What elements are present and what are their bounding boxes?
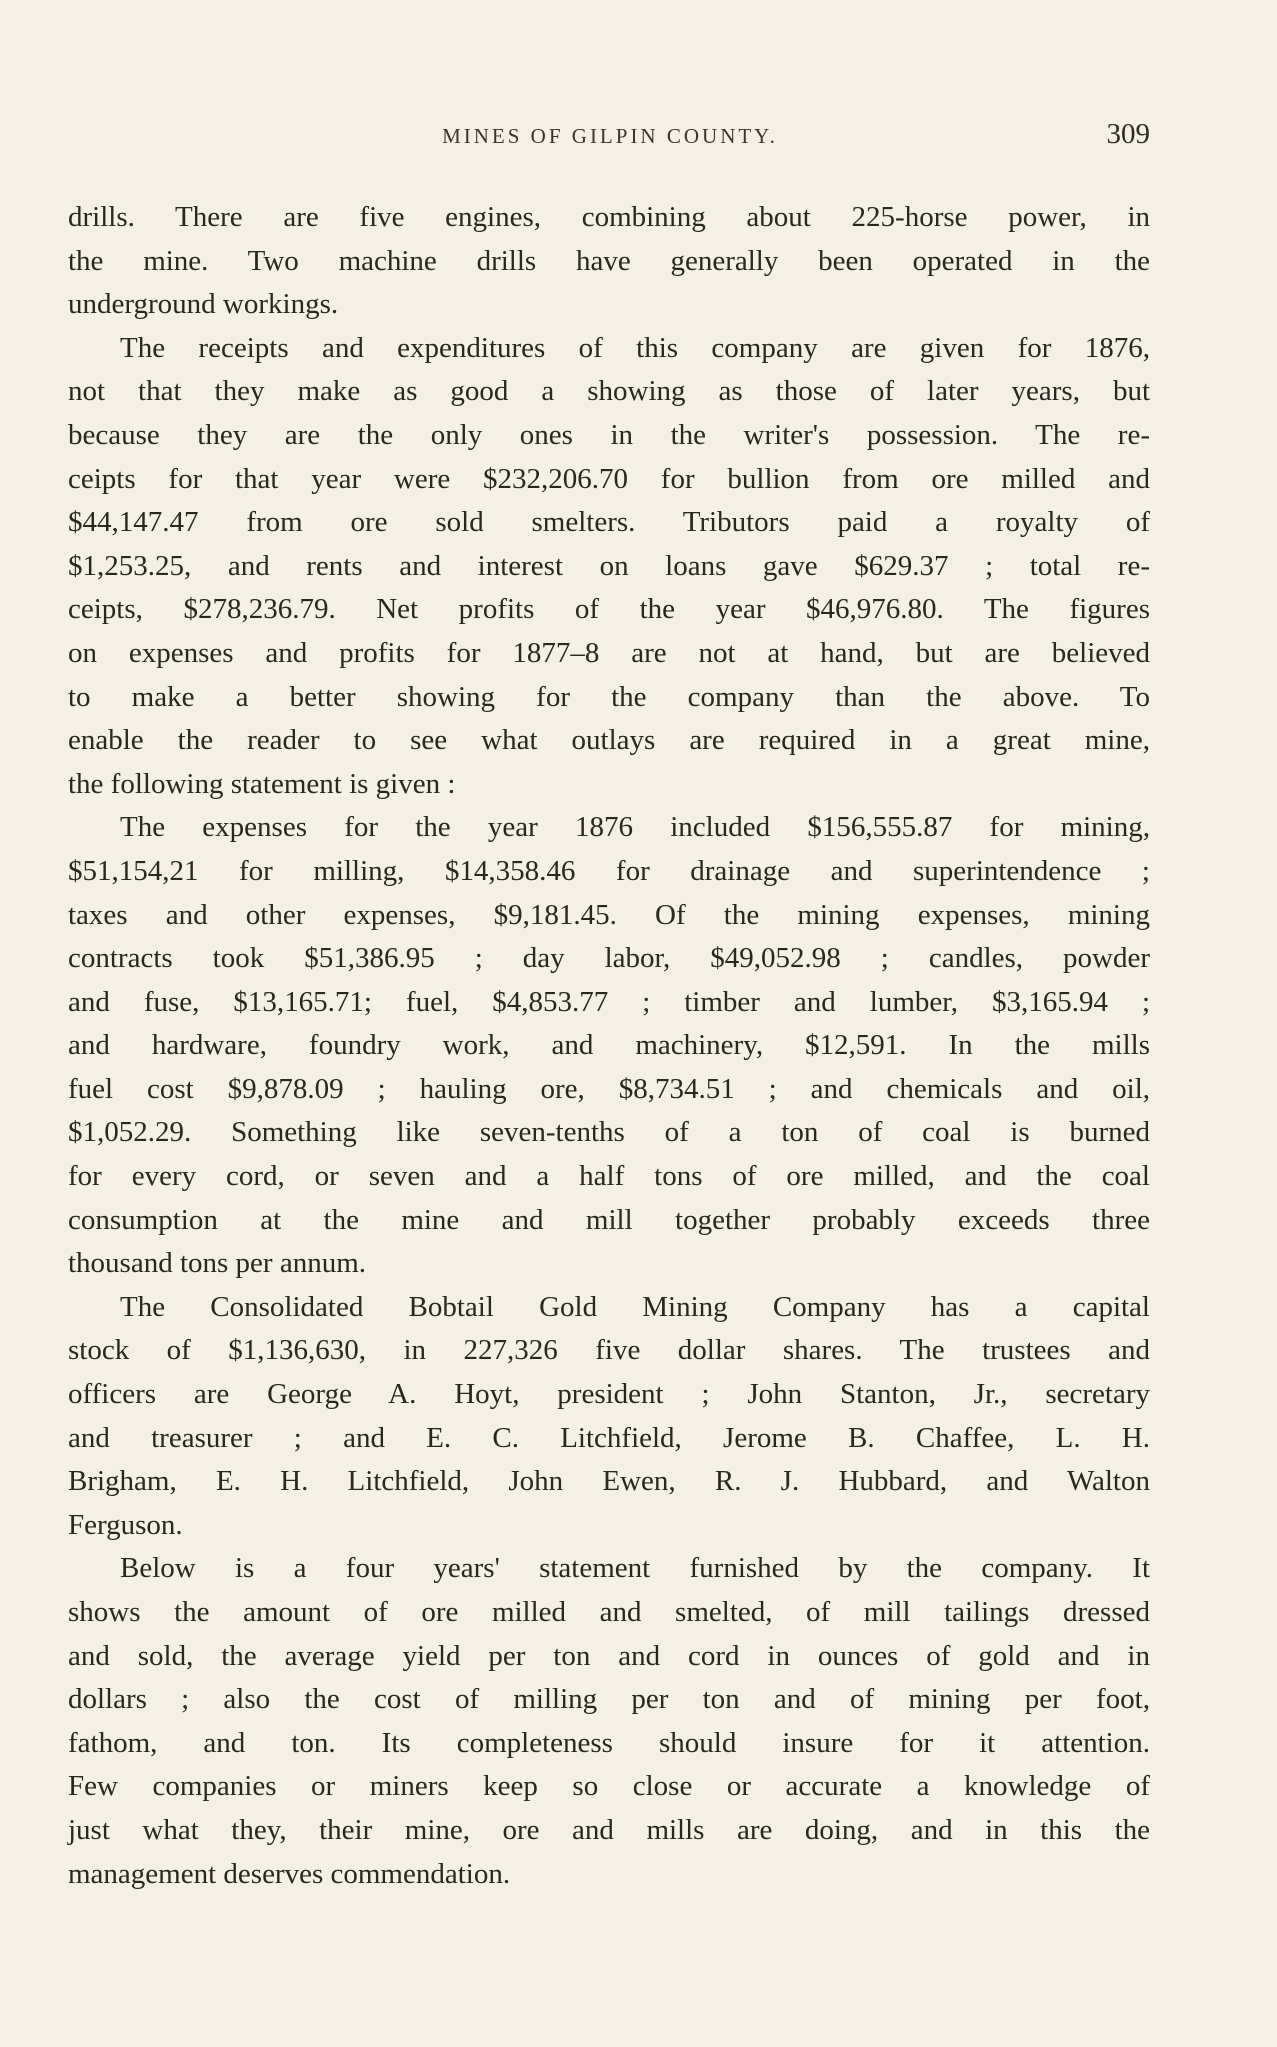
text-line: fuel cost $9,878.09 ; hauling ore, $8,734.51 ; and chemicals and oil,	[68, 1072, 1150, 1105]
text-line: and hardware, foundry work, and machinery, $12,591. In the mills	[68, 1029, 1150, 1062]
text-line: to make a better showing for the company than the above. To	[68, 680, 1150, 713]
text-line: fathom, and ton. Its completeness should insure for it attention.	[68, 1726, 1150, 1759]
text-line: on expenses and profits for 1877–8 are not at hand, but are believed	[68, 636, 1150, 669]
text-line: stock of $1,136,630, in 227,326 five dollar shares. The trustees and	[68, 1334, 1150, 1367]
text-line: The Consolidated Bobtail Gold Mining Company has a capital	[120, 1290, 1150, 1323]
text-line: shows the amount of ore milled and smelted, of mill tailings dressed	[68, 1596, 1150, 1628]
text-line: The expenses for the year 1876 included $156,555.87 for mining,	[120, 811, 1150, 844]
text-line: Few companies or miners keep so close or accurate a knowledge of	[68, 1770, 1150, 1803]
text-line: officers are George A. Hoyt, president ; John Stanton, Jr., secretary	[68, 1378, 1150, 1411]
text-line: The receipts and expenditures of this company are given for 1876,	[120, 331, 1150, 364]
text-line: taxes and other expenses, $9,181.45. Of the mining expenses, mining	[68, 898, 1150, 931]
text-line: and fuse, $13,165.71; fuel, $4,853.77 ; timber and lumber, $3,165.94 ;	[68, 985, 1150, 1018]
text-line: Brigham, E. H. Litchfield, John Ewen, R. J. Hubbard, and Walton	[68, 1465, 1150, 1498]
text-line: ceipts, $278,236.79. Net profits of the year $46,976.80. The figures	[68, 593, 1150, 626]
text-line: the following statement is given :	[68, 767, 456, 800]
text-line: dollars ; also the cost of milling per ton and of mining per foot,	[68, 1683, 1150, 1716]
text-line: and treasurer ; and E. C. Litchfield, Jerome B. Chaffee, L. H.	[68, 1421, 1150, 1454]
page-header	[70, 118, 1150, 158]
body-text	[68, 196, 1150, 1896]
text-line: $44,147.47 from ore sold smelters. Tributors paid a royalty of	[68, 506, 1150, 539]
text-line: and sold, the average yield per ton and cord in ounces of gold and in	[68, 1639, 1150, 1672]
text-line: drills. There are five engines, combining about 225-horse power, in	[68, 201, 1150, 233]
text-line: $1,052.29. Something like seven-tenths of a ton of coal is burned	[68, 1116, 1150, 1149]
text-line: contracts took $51,386.95 ; day labor, $49,052.98 ; candles, powder	[68, 942, 1150, 975]
text-line: Ferguson.	[68, 1508, 183, 1541]
text-line: ceipts for that year were $232,206.70 for bullion from ore milled and	[68, 462, 1150, 495]
text-line: thousand tons per annum.	[68, 1247, 367, 1280]
text-line: because they are the only ones in the writer's possession. The re-	[68, 418, 1150, 451]
text-line: enable the reader to see what outlays are required in a great mine,	[68, 724, 1150, 757]
text-line: $51,154,21 for milling, $14,358.46 for drainage and superintendence ;	[68, 854, 1150, 887]
text-line: consumption at the mine and mill together probably exceeds three	[68, 1203, 1150, 1236]
text-line: the mine. Two machine drills have generally been operated in the	[68, 244, 1150, 277]
text-line: $1,253.25, and rents and interest on loans gave $629.37 ; total re-	[68, 549, 1150, 582]
running-head: MINES OF GILPIN COUNTY.	[442, 124, 778, 148]
page-number: 309	[1106, 118, 1150, 150]
text-line: not that they make as good a showing as those of later years, but	[68, 375, 1150, 408]
text-line: Below is a four years' statement furnished by the company. It	[120, 1552, 1150, 1585]
text-line: underground workings.	[68, 288, 339, 321]
text-line: just what they, their mine, ore and mills are doing, and in this the	[68, 1813, 1150, 1846]
text-line: for every cord, or seven and a half tons of ore milled, and the coal	[68, 1160, 1150, 1193]
text-line: management deserves commendation.	[68, 1857, 511, 1890]
